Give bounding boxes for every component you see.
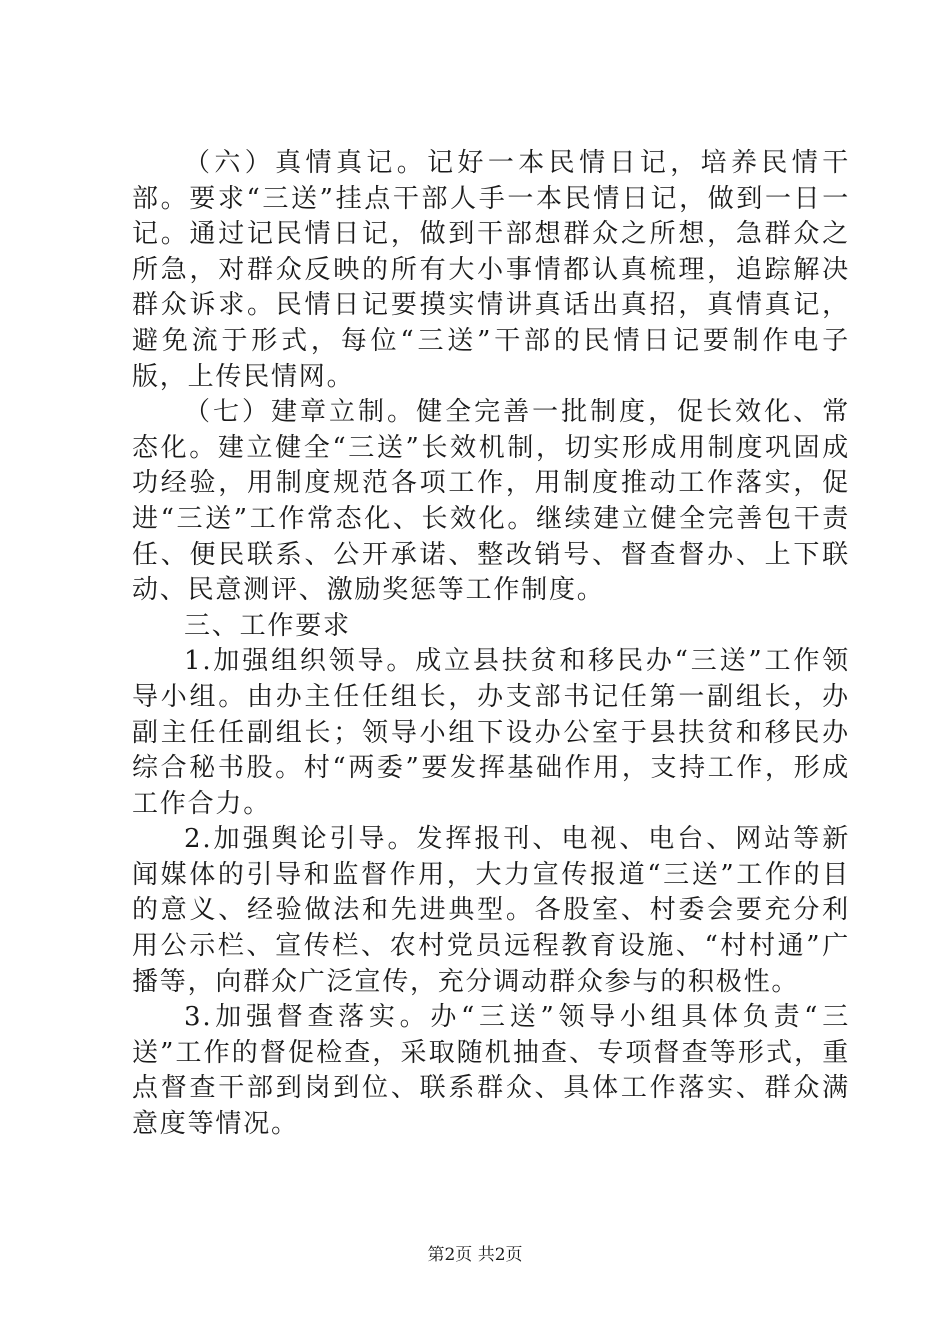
paragraph-section-7: （七）建章立制。健全完善一批制度，促长效化、常态化。建立健全“三送”长效机制，切实形成用制度巩固成功经验，用制度规范各项工作，用制度推动工作落实，促进“三送”工作常态化、长效化。继续建立健全完善包干责任、便民联系、公开承诺、整改销号、督查督办、上下联动、民意测评、激励奖惩等工作制度。 [132,397,850,606]
paragraph-section-6: （六）真情真记。记好一本民情日记，培养民情干部。要求“三送”挂点干部人手一本民情日记，做到一日一记。通过记民情日记，做到干部想群众之所想，急群众之所急，对群众反映的所有大小事情都认真梳理，追踪解决群众诉求。民情日记要摸实情讲真话出真招，真情真记，避免流于形式，每位“三送”干部的民情日记要制作电子版，上传民情网。 [132,148,850,392]
section-heading-work-requirements: 三、工作要求 [184,610,351,641]
paragraph-requirement-3: 3.加强督查落实。办“三送”领导小组具体负责“三送”工作的督促检查，采取随机抽查、专项督查等形式，重点督查干部到岗到位、联系群众、具体工作落实、群众满意度等情况。 [132,1002,850,1140]
paragraph-requirement-1: 1.加强组织领导。成立县扶贫和移民办“三送”工作领导小组。由办主任任组长，办支部书记任第一副组长，办副主任任副组长；领导小组下设办公室于县扶贫和移民办综合秘书股。村“两委”要发挥基础作用，支持工作，形成工作合力。 [132,646,850,819]
page-number-footer: 第2页 共2页 [427,1245,523,1265]
document-body [132,146,850,1143]
paragraph-requirement-2: 2.加强舆论引导。发挥报刊、电视、电台、网站等新闻媒体的引导和监督作用，大力宣传报道“三送”工作的目的意义、经验做法和先进典型。各股室、村委会要充分利用公示栏、宣传栏、农村党员远程教育设施、“村村通”广播等，向群众广泛宣传，充分调动群众参与的积极性。 [132,824,850,997]
